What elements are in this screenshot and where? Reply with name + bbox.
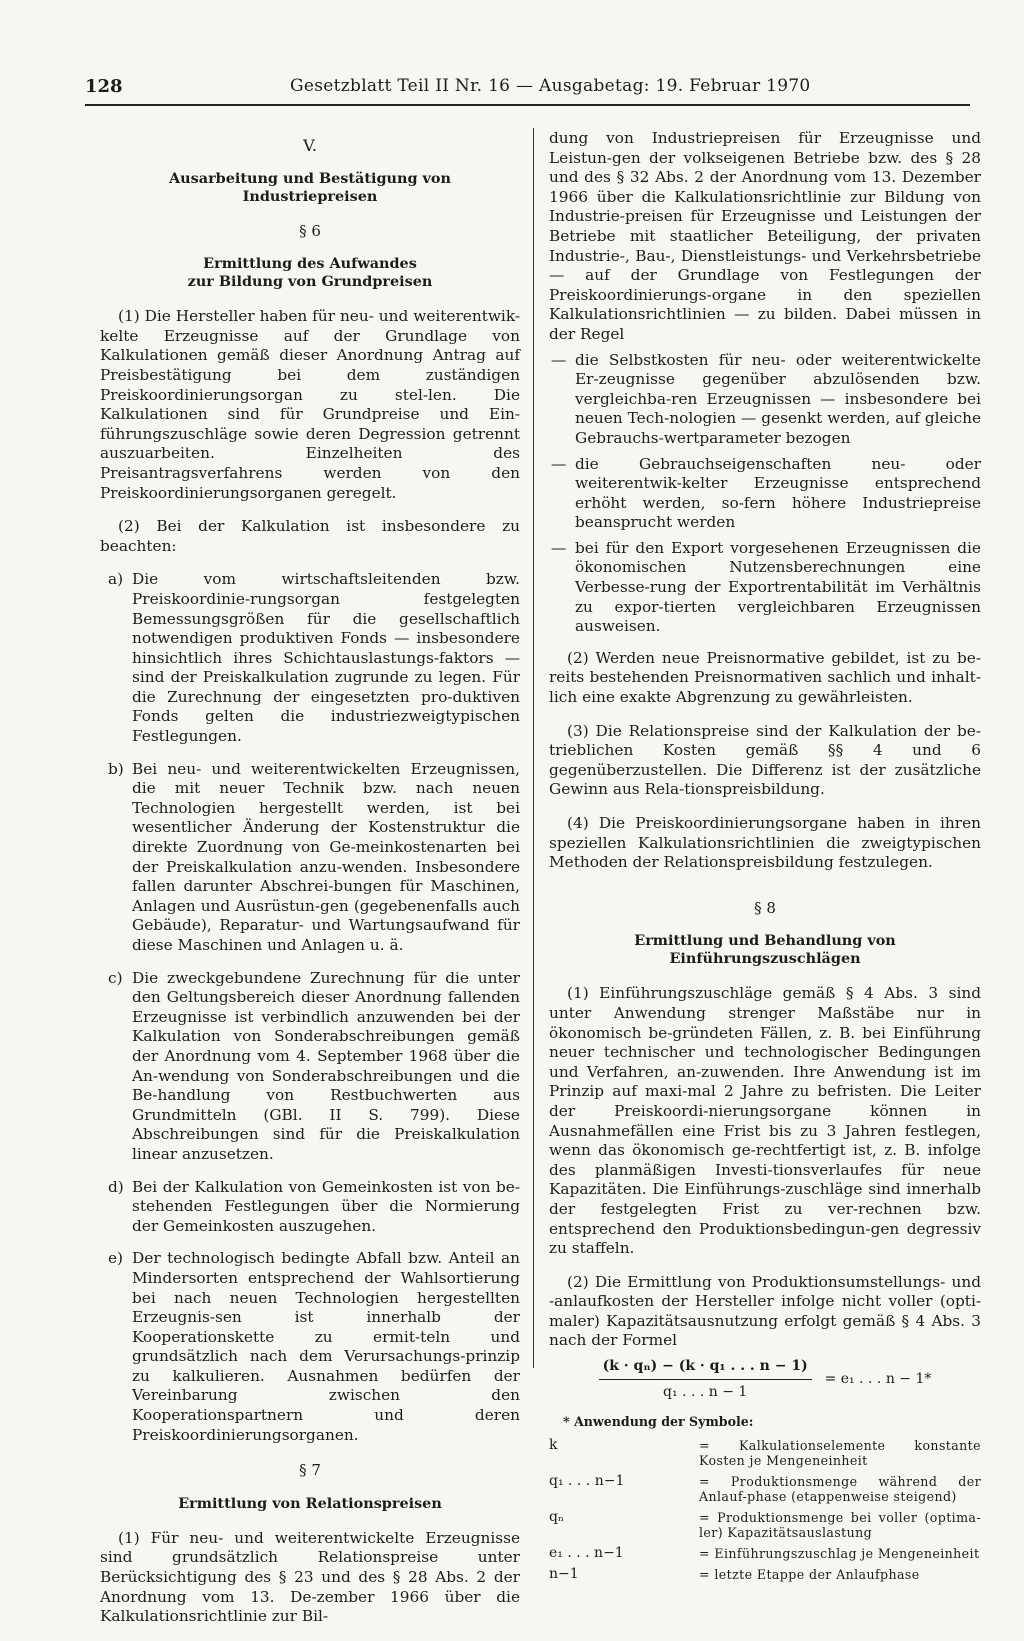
formula (549, 1357, 981, 1402)
symbol-row (549, 1567, 981, 1582)
list-item (100, 1178, 520, 1237)
paragraph-8-abs1: (1) Einführungszuschläge gemäß § 4 Abs. 3 sind unter Anwendung strenger Maßstäbe nur in ökonomisch be-gründeten Fällen, z. B. bei Einführung neuer technischer und technologischer Bedingungen und Verfahren, an-zuwenden. Ihre Anwendung ist im Prinzip auf maxi-mal 2 Jahre zu befristen. Die Leiter der Preiskoordi-nierungsorgane können in Ausnahmefällen eine Frist bis zu 3 Jahren festlegen, wenn das ökonomisch ge-rechtfertigt ist, z. B. infolge des planmäßigen Investi-tionsverlaufes für neue Kapazitäten. Die Einführungs-zuschläge sind innerhalb der festgelegten Frist zu ver-rechnen bzw. entsprechend den Produktionsbedingun-gen degressiv zu staffeln. (549, 984, 981, 1258)
symbol: qₙ (549, 1508, 565, 1525)
paragraph-7-abs1-start: (1) Für neu- und weiterentwickelte Erzeugnisse sind grundsätzlich Relationspreise unter Berücksichtigung des § 23 und des § 28 Abs. 2 der Anordnung vom 13. De-zember 1966 über die Kalkulationsrichtlinie zur Bil- (100, 1528, 520, 1626)
paragraph-8-title-line1: Ermittlung und Behandlung von (634, 932, 896, 950)
list-item-label: d) (108, 1177, 124, 1196)
list-item (100, 1249, 520, 1445)
paragraph-6-title (100, 255, 520, 291)
paragraph-7-number: § 7 (299, 1461, 321, 1480)
section-title: Ausarbeitung und Bestätigung von Industriepreisen (169, 169, 451, 205)
list-item (100, 969, 520, 1165)
symbol-definition: = Kalkulationselemente konstante Kosten je Mengeneinheit (699, 1437, 981, 1468)
symbol-row (549, 1438, 981, 1468)
formula-result: = e₁ . . . n − 1* (824, 1370, 932, 1387)
formula-numerator: (k · qₙ) − (k · q₁ . . . n − 1) (599, 1357, 812, 1380)
symbol: q₁ . . . n−1 (549, 1472, 625, 1489)
list-item-text: Die zweckgebundene Zurechnung für die unter den Geltungsbereich dieser Anordnung fallenden Erzeugnisse ist verbindlich anzuwenden bei der Kalkulation von Sonderabschreibungen gemäß der Anordnung vom 4. September 1968 über die An-wendung von Sonderabschreibungen und die Be-handlung von Restbuchwerten aus Grundmitteln (GBl. II S. 799). Diese Abschreibungen sind für die Preiskalkulation linear anzusetzen. (132, 968, 520, 1163)
paragraph-6-title-line2: zur Bildung von Grundpreisen (187, 273, 433, 291)
list-item-text: Bei der Kalkulation von Gemeinkosten ist von be-stehenden Festlegungen über die Normierung der Gemeinkosten auszugehen. (132, 1177, 520, 1235)
paragraph-8-title (549, 932, 981, 968)
paragraph-7-abs2: (2) Werden neue Preisnormative gebildet, ist zu be-reits bestehenden Preisnormativen sachlich und inhalt-lich eine exakte Abgrenzung zu gewährleisten. (549, 648, 981, 707)
page-number: 128 (85, 76, 123, 97)
list-item-label: c) (108, 968, 123, 987)
paragraph-6-abs1: (1) Die Hersteller haben für neu- und weiterentwik-kelte Erzeugnisse auf der Grundlage von Kalkulationen gemäß dieser Anordnung Antrag auf Preisbestätigung bei dem zuständigen Preiskoordinierungsorgan zu stel-len. Die Kalkulationen sind für Grundpreise und Ein-führungszuschläge sowie deren Degression getrennt auszuarbeiten. Einzelheiten des Preisantragsverfahrens werden von den Preiskoordinierungsorganen geregelt. (100, 307, 520, 502)
page-header (85, 76, 970, 106)
formula-denominator: q₁ . . . n − 1 (663, 1383, 748, 1400)
dash-bullet: — (551, 350, 567, 369)
dash-bullet: — (551, 538, 567, 557)
list-item-text: die Selbstkosten für neu- oder weiterentwickelte Er-zeugnisse gegenüber abzulösenden bzw. vergleichba-ren Erzeugnissen — insbesondere bei neuen Tech-nologien — gesenkt werden, auf gleiche Gebrauchs-wertparameter bezogen (575, 350, 981, 447)
list-item-text: Bei neu- und weiterentwickelten Erzeugnissen, die mit neuer Technik bzw. nach neuen Technologien hergestellt werden, ist bei wesentlicher Änderung der Kostenstruktur die direkte Zuordnung von Ge-meinkostenarten bei der Preiskalkulation anzu-wenden. Insbesondere fallen darunter Abschrei-bungen für Maschinen, Anlagen und Ausrüstun-gen (gegebenenfalls auch Gebäude), Reparatur- und Wartungsaufwand für diese Maschinen und Anlagen u. ä. (132, 759, 520, 954)
paragraph-7-abs4: (4) Die Preiskoordinierungsorgane haben in ihren speziellen Kalkulationsrichtlinien die zweigtypischen Methoden der Relationspreisbildung festzulegen. (549, 814, 981, 872)
symbol-definition: = Produktionsmenge während der Anlauf-phase (etappenweise steigend) (699, 1473, 981, 1504)
paragraph-8-abs2: (2) Die Ermittlung von Produktionsumstellungs- und -anlaufkosten der Hersteller infolge nicht voller (opti-maler) Kapazitätsausnutzung erfolgt gemäß § 4 Abs. 3 nach der Formel (549, 1272, 981, 1350)
list-item (549, 351, 981, 449)
running-title: Gesetzblatt Teil II Nr. 16 — Ausgabetag: 19. Februar 1970 (290, 76, 811, 96)
formula-fraction (599, 1357, 812, 1402)
symbol: n−1 (549, 1565, 579, 1582)
list-item-label: b) (108, 759, 124, 778)
symbols-title: * Anwendung der Symbole: (563, 1414, 754, 1430)
paragraph-6-number: § 6 (299, 221, 321, 240)
symbol-definition: = letzte Etappe der Anlaufphase (699, 1566, 920, 1582)
symbol-row (549, 1474, 981, 1504)
column-divider (533, 128, 534, 1368)
symbol: k (549, 1436, 558, 1453)
list-item (100, 760, 520, 956)
symbol-definition: = Produktionsmenge bei voller (optima-ler) Kapazitätsauslastung (699, 1509, 981, 1540)
paragraph-7-abs3: (3) Die Relationspreise sind der Kalkulation der be-trieblichen Kosten gemäß §§ 4 und 6 gegenüberzustellen. Die Differenz ist der zusätzliche Gewinn aus Rela-tionspreisbildung. (549, 721, 981, 799)
paragraph-7-title: Ermittlung von Relationspreisen (178, 1494, 442, 1512)
paragraph-6-title-line1: Ermittlung des Aufwandes (203, 255, 417, 273)
paragraph-7-abs1-continued: dung von Industriepreisen für Erzeugnisse und Leistun-gen der volkseigenen Betriebe bzw. des § 28 und des § 32 Abs. 2 der Anordnung vom 13. Dezember 1966 über die Kalkulationsrichtlinie zur Bildung von Industrie-preisen für Erzeugnisse und Leistungen der Betriebe mit staatlicher Beteiligung, der privaten Industrie-, Bau-, Dienstleistungs- und Verkehrsbetriebe — auf der Grundlage von Festlegungen der Preiskoordinierungs-organe in den speziellen Kalkulationsrichtlinien — zu bilden. Dabei müssen in der Regel (549, 129, 981, 343)
left-column (100, 136, 520, 1641)
list-item-text: Die vom wirtschaftsleitenden bzw. Preiskoordinie-rungsorgan festgelegten Bemessungsgrößen für die gesellschaftlich notwendigen produktiven Fonds — insbesondere hinsichtlich ihres Schichtauslastungs-faktors — sind der Preiskalkulation zugrunde zu legen. Für die Zurechnung der eingesetzten pro-duktiven Fonds gelten die industriezweigtypischen Festlegungen. (132, 570, 520, 746)
list-item-text: Der technologisch bedingte Abfall bzw. Anteil an Mindersorten entsprechend der Wahlsortierung bei nach neuen Technologien hergestellten Erzeugnis-sen ist innerhalb der Kooperationskette zu ermit-teln und grundsätzlich nach dem Verursachungs-prinzip zu kalkulieren. Ausnahmen bedürfen der Vereinbarung zwischen den Kooperationspartnern und deren Preiskoordinierungsorganen. (132, 1249, 520, 1444)
list-item-text: bei für den Export vorgesehenen Erzeugnissen die ökonomischen Nutzensberechnungen eine Verbesse-rung der Exportrentabilität im Verhältnis zu expor-tierten vergleichbaren Erzeugnissen ausweisen. (575, 538, 981, 636)
symbol-definition: = Einführungszuschlag je Mengeneinheit (699, 1545, 980, 1561)
list-item (100, 570, 520, 746)
list-item (549, 539, 981, 637)
list-item-text: die Gebrauchseigenschaften neu- oder weiterentwik-kelter Erzeugnisse entsprechend erhöht werden, so-fern höhere Industriepreise beansprucht werden (575, 454, 981, 532)
paragraph-8-number: § 8 (754, 898, 776, 917)
list-item-label: a) (108, 570, 124, 589)
paragraph-6-abs2: (2) Bei der Kalkulation ist insbesondere zu beachten: (100, 517, 520, 555)
list-item (549, 455, 981, 533)
symbol: e₁ . . . n−1 (549, 1544, 624, 1561)
right-column (549, 129, 981, 1588)
section-number: V. (303, 136, 317, 155)
symbol-row (549, 1546, 981, 1561)
symbol-row (549, 1510, 981, 1540)
list-item-label: e) (108, 1249, 124, 1268)
dash-bullet: — (551, 454, 567, 473)
paragraph-8-title-line2: Einführungszuschlägen (669, 950, 861, 968)
